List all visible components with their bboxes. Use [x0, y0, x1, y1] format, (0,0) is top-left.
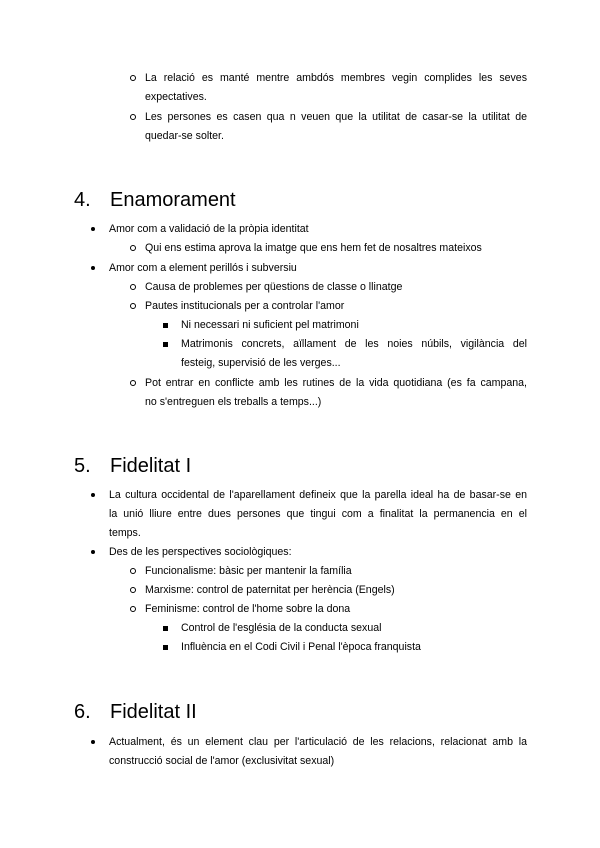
list-item-text: Feminisme: control de l'home sobre la dona	[145, 603, 351, 615]
list-bullet-circle	[130, 114, 136, 120]
list-item-text: Actualment, és un element clau per l'articulació de les relacions, relacionat amb la	[109, 736, 527, 748]
list-item-text: no s'entreguen els treballs a temps...)	[145, 396, 322, 408]
list-item-text: quedar-se solter.	[145, 130, 224, 142]
list-item-text: Des de les perspectives sociològiques:	[109, 546, 292, 558]
list-bullet-disc	[91, 740, 95, 744]
list-item-text: expectatives.	[145, 91, 207, 103]
list-item-text: construcció social de l'amor (exclusivitat sexual)	[109, 755, 335, 767]
list-item-text: temps.	[109, 527, 141, 539]
section-title: Fidelitat I	[110, 455, 192, 477]
list-item-text: Matrimonis concrets, aïllament de les noies núbils, vigilància del	[181, 338, 527, 350]
list-item-text: Amor com a element perillós i subversiu	[109, 262, 297, 274]
list-bullet-square	[163, 323, 168, 328]
list-item-text: Pot entrar en conflicte amb les rutines de la vida quotidiana (es fa campana,	[145, 377, 527, 389]
section-number: 4.	[74, 189, 91, 211]
list-bullet-disc	[91, 227, 95, 231]
list-item-text: festeig, supervisió de les verges...	[181, 357, 341, 369]
list-bullet-circle	[130, 380, 136, 386]
section-title: Fidelitat II	[110, 701, 197, 723]
list-bullet-square	[163, 626, 168, 631]
section-number: 6.	[74, 701, 91, 723]
list-item-text: Pautes institucionals per a controlar l'amor	[145, 300, 345, 312]
section-number: 5.	[74, 455, 91, 477]
list-bullet-disc	[91, 550, 95, 554]
list-item-text: Amor com a validació de la pròpia identitat	[109, 223, 309, 235]
list-bullet-square	[163, 645, 168, 650]
section-title: Enamorament	[110, 189, 236, 211]
list-item-text: la unió lliure entre dues persones que tingui com a finalitat la permanencia en el	[109, 508, 527, 520]
list-bullet-disc	[91, 266, 95, 270]
list-bullet-circle	[130, 303, 136, 309]
list-item-text: Ni necessari ni suficient pel matrimoni	[181, 319, 359, 331]
list-item-text: La cultura occidental de l'aparellament defineix que la parella ideal ha de basar-se en	[109, 489, 527, 501]
list-bullet-disc	[91, 493, 95, 497]
list-bullet-circle	[130, 587, 136, 593]
list-item-text: Influència en el Codi Civil i Penal l'època franquista	[181, 641, 421, 653]
list-bullet-circle	[130, 284, 136, 290]
list-item-text: La relació es manté mentre ambdós membres vegin complides les seves	[145, 72, 527, 84]
list-bullet-circle	[130, 606, 136, 612]
list-item-text: Les persones es casen qua n veuen que la utilitat de casar-se la utilitat de	[145, 111, 527, 123]
list-bullet-square	[163, 342, 168, 347]
list-item-text: Control de l'església de la conducta sexual	[181, 622, 382, 634]
list-item-text: Marxisme: control de paternitat per herència (Engels)	[145, 584, 395, 596]
list-item-text: Funcionalisme: bàsic per mantenir la família	[145, 565, 352, 577]
list-item-text: Causa de problemes per qüestions de classe o llinatge	[145, 281, 403, 293]
list-item-text: Qui ens estima aprova la imatge que ens hem fet de nosaltres mateixos	[145, 242, 482, 254]
list-bullet-circle	[130, 568, 136, 574]
list-bullet-circle	[130, 245, 136, 251]
list-bullet-circle	[130, 75, 136, 81]
